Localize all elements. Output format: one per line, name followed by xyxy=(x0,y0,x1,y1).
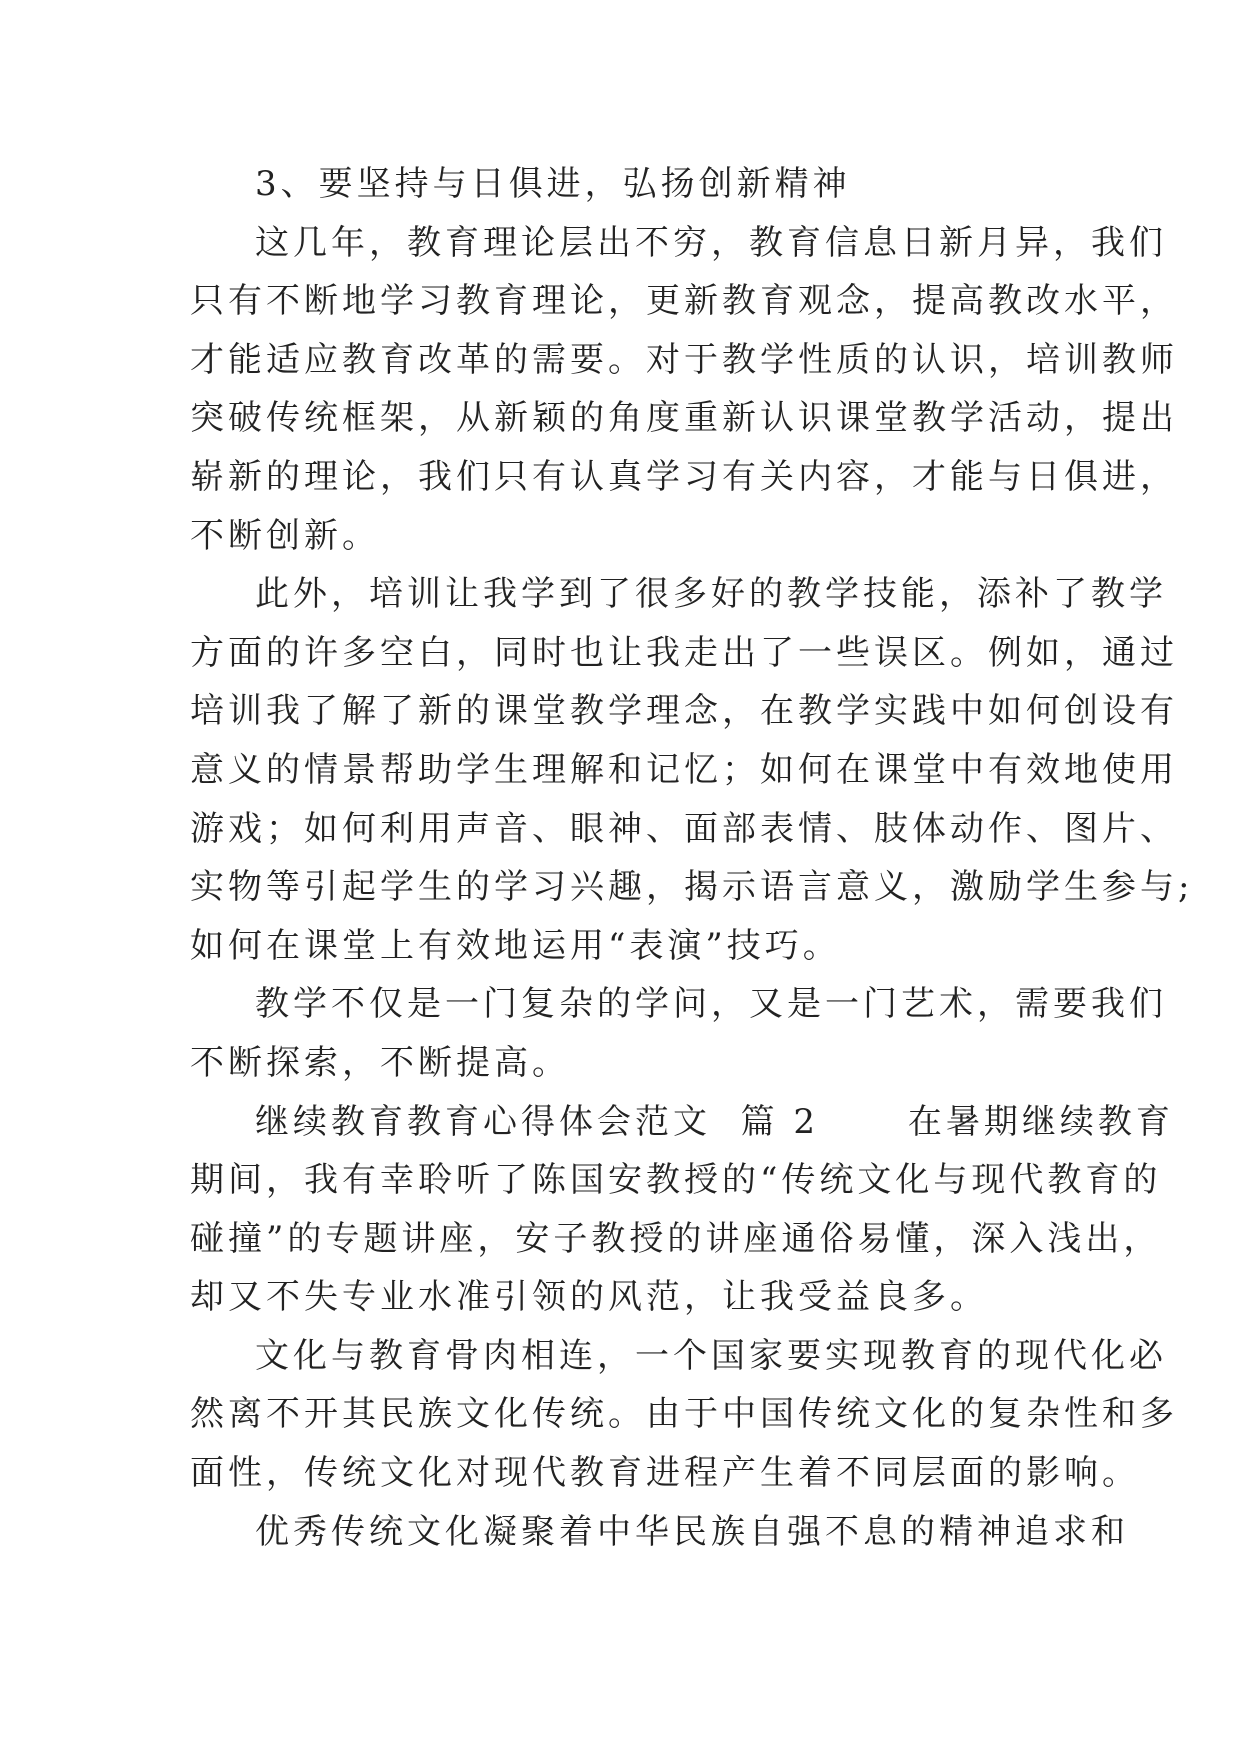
paragraph-line: 优秀传统文化凝聚着中华民族自强不息的精神追求和 xyxy=(255,1511,1129,1552)
paragraph-line: 这几年，教育理论层出不穷，教育信息日新月异，我们 xyxy=(255,222,1167,263)
paragraph-line: 方面的许多空白，同时也让我走出了一些误区。例如，通过 xyxy=(190,632,1178,673)
paragraph-line: 崭新的理论，我们只有认真学习有关内容，才能与日俱进， xyxy=(190,456,1178,497)
paragraph-line: 游戏；如何利用声音、眼神、面部表情、肢体动作、图片、 xyxy=(190,808,1178,849)
paragraph-line: 然离不开其民族文化传统。由于中国传统文化的复杂性和多 xyxy=(190,1394,1178,1435)
paragraph-line: 如何在课堂上有效地运用“表演”技巧。 xyxy=(190,925,841,966)
paragraph-line: 不断探索，不断提高。 xyxy=(190,1042,570,1083)
paragraph-line: 才能适应教育改革的需要。对于教学性质的认识，培训教师 xyxy=(190,339,1178,380)
paragraph-line: 意义的情景帮助学生理解和记忆；如何在课堂中有效地使用 xyxy=(190,749,1178,790)
section-heading: 3、要坚持与日俱进，弘扬创新精神 xyxy=(255,164,851,204)
paragraph-line: 不断创新。 xyxy=(190,515,380,556)
paragraph-line: 此外，培训让我学到了很多好的教学技能，添补了教学 xyxy=(255,574,1167,615)
paragraph-line: 培训我了解了新的课堂教学理念，在教学实践中如何创设有 xyxy=(190,691,1178,732)
article-title-line: 继续教育教育心得体会范文 篇 2 在暑期继续教育 xyxy=(255,1101,1174,1142)
paragraph-line: 面性，传统文化对现代教育进程产生着不同层面的影响。 xyxy=(190,1453,1140,1494)
paragraph-line: 突破传统框架，从新颖的角度重新认识课堂教学活动，提出 xyxy=(190,398,1178,439)
paragraph-line: 教学不仅是一门复杂的学问，又是一门艺术，需要我们 xyxy=(255,984,1167,1025)
paragraph-line: 碰撞”的专题讲座，安子教授的讲座通俗易懂，深入浅出， xyxy=(190,1218,1162,1259)
paragraph-line: 只有不断地学习教育理论，更新教育观念，提高教改水平， xyxy=(190,281,1178,322)
paragraph-line: 实物等引起学生的学习兴趣，揭示语言意义，激励学生参与; xyxy=(190,867,1194,908)
paragraph-line: 却又不失专业水准引领的风范，让我受益良多。 xyxy=(190,1277,988,1318)
document-body xyxy=(190,155,1194,1561)
paragraph-line: 期间，我有幸聆听了陈国安教授的“传统文化与现代教育的 xyxy=(190,1160,1162,1201)
paragraph-line: 文化与教育骨肉相连，一个国家要实现教育的现代化必 xyxy=(255,1335,1167,1376)
